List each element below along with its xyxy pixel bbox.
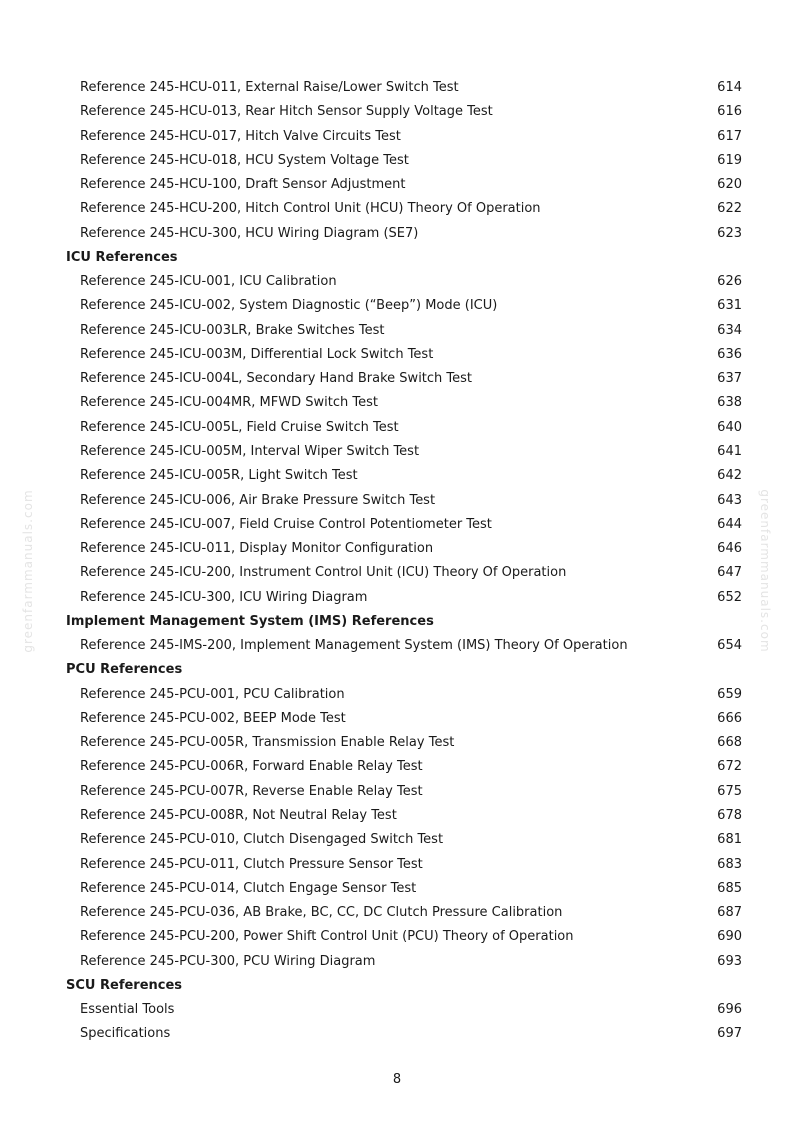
toc-entry[interactable] (0, 1022, 794, 1046)
toc-entry-page: 646 (717, 541, 742, 557)
toc-entry-title: Reference 245-ICU-004L, Secondary Hand Brake Switch Test (80, 371, 473, 387)
toc-entry[interactable] (0, 319, 794, 343)
toc-entry[interactable] (0, 100, 794, 124)
toc-entry-page: 641 (717, 443, 742, 459)
toc-entry-title: Reference 245-ICU-011, Display Monitor Configuration (80, 541, 434, 557)
toc-entry-title: Reference 245-ICU-006, Air Brake Pressure Switch Test (80, 492, 436, 508)
toc-entry[interactable] (0, 901, 794, 925)
toc-entry-page: 690 (717, 929, 742, 945)
toc-entry-title: Reference 245-PCU-036, AB Brake, BC, CC, DC Clutch Pressure Calibration (80, 905, 563, 921)
toc-section-heading[interactable] (0, 246, 794, 270)
toc-entry[interactable] (0, 294, 794, 318)
toc-entry[interactable] (0, 998, 794, 1022)
toc-entry[interactable] (0, 125, 794, 149)
toc-entry[interactable] (0, 634, 794, 658)
toc-entry-page: 659 (717, 686, 742, 702)
toc-entry-page: 617 (717, 128, 742, 144)
toc-entry-page: 697 (717, 1026, 742, 1042)
toc-entry-page: 642 (717, 468, 742, 484)
toc-entry[interactable] (0, 707, 794, 731)
toc-entry-title: Reference 245-HCU-018, HCU System Voltage Test (80, 152, 409, 168)
section-title: PCU References (66, 662, 183, 678)
page-number: 8 (392, 1072, 402, 1087)
toc-entry-title: Reference 245-ICU-005R, Light Switch Test (80, 468, 358, 484)
toc-entry-page: 616 (717, 104, 742, 120)
toc-entry-title: Reference 245-ICU-001, ICU Calibration (80, 274, 337, 290)
toc-entry-title: Reference 245-ICU-200, Instrument Control Unit (ICU) Theory Of Operation (80, 565, 567, 581)
toc-entry-title: Reference 245-PCU-200, Power Shift Control Unit (PCU) Theory of Operation (80, 929, 574, 945)
toc-entry-title: Reference 245-HCU-013, Rear Hitch Sensor Supply Voltage Test (80, 104, 493, 120)
toc-entry[interactable] (0, 464, 794, 488)
toc-entry-page: 647 (717, 565, 742, 581)
toc-entry[interactable] (0, 537, 794, 561)
toc-entry[interactable] (0, 804, 794, 828)
toc-entry-page: 643 (717, 492, 742, 508)
toc-entry-page: 623 (717, 225, 742, 241)
toc-entry-page: 631 (717, 298, 742, 314)
toc-entry[interactable] (0, 925, 794, 949)
toc-entry-title: Specifications (80, 1026, 171, 1042)
toc-entry[interactable] (0, 877, 794, 901)
toc-entry-page: 687 (717, 905, 742, 921)
toc-entry-title: Reference 245-ICU-003LR, Brake Switches Test (80, 322, 385, 338)
toc-entry-title: Reference 245-ICU-002, System Diagnostic (“Beep”) Mode (ICU) (80, 298, 498, 314)
toc-entry-page: 678 (717, 807, 742, 823)
toc-entry-page: 622 (717, 201, 742, 217)
toc-entry[interactable] (0, 197, 794, 221)
toc-entry[interactable] (0, 561, 794, 585)
toc-entry[interactable] (0, 440, 794, 464)
toc-entry-title: Reference 245-ICU-004MR, MFWD Switch Test (80, 395, 378, 411)
toc-entry[interactable] (0, 76, 794, 100)
toc-entry-page: 638 (717, 395, 742, 411)
toc-entry-title: Reference 245-PCU-005R, Transmission Enable Relay Test (80, 735, 455, 751)
toc-entry-title: Reference 245-PCU-007R, Reverse Enable Relay Test (80, 783, 423, 799)
section-title: SCU References (66, 977, 183, 993)
toc-entry-page: 644 (717, 516, 742, 532)
table-of-contents (0, 76, 794, 1047)
section-title: ICU References (66, 249, 178, 265)
toc-entry[interactable] (0, 367, 794, 391)
toc-section-heading[interactable] (0, 610, 794, 634)
toc-entry[interactable] (0, 513, 794, 537)
toc-entry-page: 696 (717, 1002, 742, 1018)
toc-entry-page: 636 (717, 346, 742, 362)
toc-entry-title: Reference 245-HCU-300, HCU Wiring Diagram (SE7) (80, 225, 419, 241)
toc-entry-title: Reference 245-PCU-014, Clutch Engage Sensor Test (80, 880, 417, 896)
toc-entry-title: Reference 245-HCU-100, Draft Sensor Adjustment (80, 177, 406, 193)
toc-entry-page: 634 (717, 322, 742, 338)
toc-entry-page: 668 (717, 735, 742, 751)
toc-entry-title: Reference 245-PCU-002, BEEP Mode Test (80, 710, 346, 726)
toc-entry-page: 685 (717, 880, 742, 896)
toc-entry-page: 693 (717, 953, 742, 969)
toc-entry-page: 666 (717, 710, 742, 726)
toc-entry[interactable] (0, 780, 794, 804)
toc-entry-page: 681 (717, 832, 742, 848)
toc-entry-title: Reference 245-PCU-300, PCU Wiring Diagram (80, 953, 376, 969)
toc-entry-title: Reference 245-HCU-011, External Raise/Lower Switch Test (80, 80, 459, 95)
toc-entry-page: 640 (717, 419, 742, 435)
toc-entry-page: 626 (717, 274, 742, 290)
toc-entry-page: 675 (717, 783, 742, 799)
toc-entry[interactable] (0, 270, 794, 294)
toc-section-heading[interactable] (0, 974, 794, 998)
toc-entry-title: Reference 245-PCU-011, Clutch Pressure Sensor Test (80, 856, 423, 872)
toc-entry-title: Reference 245-ICU-005L, Field Cruise Switch Test (80, 419, 399, 435)
toc-entry[interactable] (0, 391, 794, 415)
toc-entry[interactable] (0, 343, 794, 367)
watermark-right: greenfarmmanuals.com (758, 489, 772, 653)
toc-entry-title: Reference 245-ICU-300, ICU Wiring Diagram (80, 589, 368, 605)
toc-entry-title: Reference 245-ICU-003M, Differential Lock Switch Test (80, 346, 434, 362)
toc-entry-page: 637 (717, 371, 742, 387)
toc-entry[interactable] (0, 731, 794, 755)
toc-entry-title: Reference 245-PCU-006R, Forward Enable Relay Test (80, 759, 423, 775)
toc-entry-page: 683 (717, 856, 742, 872)
toc-entry[interactable] (0, 683, 794, 707)
toc-entry-title: Reference 245-IMS-200, Implement Management System (IMS) Theory Of Operation (80, 638, 628, 654)
toc-entry-title: Reference 245-ICU-005M, Interval Wiper Switch Test (80, 443, 420, 459)
toc-entry[interactable] (0, 950, 794, 974)
toc-entry-page: 652 (717, 589, 742, 605)
toc-entry[interactable] (0, 755, 794, 779)
toc-entry[interactable] (0, 222, 794, 246)
toc-entry[interactable] (0, 149, 794, 173)
toc-entry-page: 620 (717, 177, 742, 193)
toc-section-heading[interactable] (0, 658, 794, 682)
toc-entry-title: Reference 245-PCU-001, PCU Calibration (80, 686, 345, 702)
toc-entry-title: Reference 245-PCU-008R, Not Neutral Relay Test (80, 807, 397, 823)
toc-entry-title: Reference 245-HCU-200, Hitch Control Unit (HCU) Theory Of Operation (80, 201, 541, 217)
toc-entry-title: Reference 245-HCU-017, Hitch Valve Circuits Test (80, 128, 401, 144)
toc-entry-title: Reference 245-ICU-007, Field Cruise Control Potentiometer Test (80, 516, 492, 532)
toc-entry-title: Essential Tools (80, 1002, 175, 1018)
toc-entry[interactable] (0, 828, 794, 852)
toc-entry[interactable] (0, 173, 794, 197)
toc-entry-page: 672 (717, 759, 742, 775)
toc-entry-title: Reference 245-PCU-010, Clutch Disengaged Switch Test (80, 832, 444, 848)
toc-entry-page: 654 (717, 638, 742, 654)
toc-entry-page: 614 (717, 80, 742, 95)
toc-entry-page: 619 (717, 152, 742, 168)
section-title: Implement Management System (IMS) References (66, 613, 434, 629)
toc-entry[interactable] (0, 853, 794, 877)
toc-entry[interactable] (0, 416, 794, 440)
toc-entry[interactable] (0, 586, 794, 610)
watermark-left: greenfarmmanuals.com (21, 489, 35, 653)
toc-entry[interactable] (0, 489, 794, 513)
